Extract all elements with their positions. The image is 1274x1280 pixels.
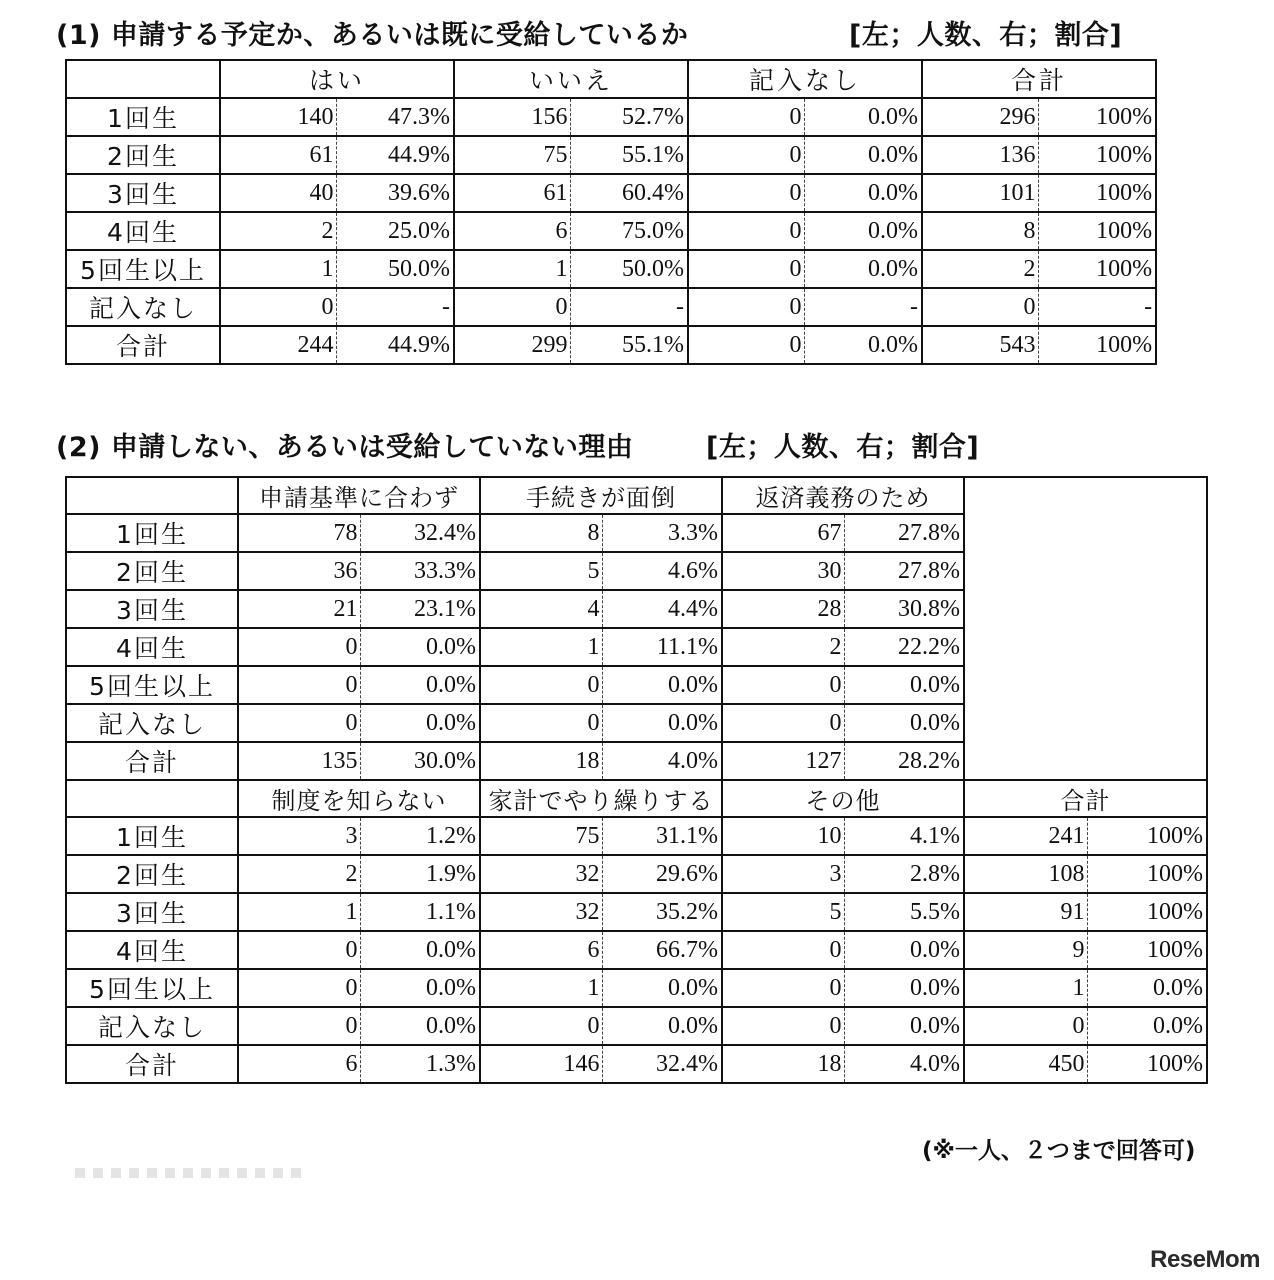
table1-count-cell: 40 — [220, 174, 336, 212]
table2b-row-label: 1回生 — [66, 817, 238, 855]
table1-header-row — [66, 60, 1156, 98]
table1-row-label: 5回生以上 — [66, 250, 220, 288]
table1-count-cell: 140 — [220, 98, 336, 136]
table1-percent-cell: 100% — [1038, 136, 1156, 174]
table1-percent-cell: - — [1038, 288, 1156, 326]
table1-row — [66, 288, 1156, 326]
table2a-percent-cell: 28.2% — [844, 742, 964, 780]
table2b-percent-cell: 100% — [1087, 855, 1207, 893]
table1-count-cell: 0 — [922, 288, 1038, 326]
table1-row-label: 2回生 — [66, 136, 220, 174]
table2b-count-cell: 32 — [480, 855, 602, 893]
table2a-count-cell: 0 — [238, 628, 360, 666]
table2a-blank — [964, 704, 1207, 742]
table2a-row-label: 5回生以上 — [66, 666, 238, 704]
faint-text-artifact — [75, 1168, 305, 1178]
table2b-header: 合計 — [964, 780, 1207, 817]
table2b-percent-cell: 4.1% — [844, 817, 964, 855]
table2b-percent-cell: 0.0% — [1087, 969, 1207, 1007]
table1-count-cell: 0 — [688, 174, 804, 212]
table2b-count-cell: 146 — [480, 1045, 602, 1083]
table2b-percent-cell: 66.7% — [602, 931, 722, 969]
table2b-percent-cell: 35.2% — [602, 893, 722, 931]
table2a-count-cell: 28 — [722, 590, 844, 628]
table2a-percent-cell: 0.0% — [602, 704, 722, 742]
section2-legend: [左；人数、右；割合] — [706, 432, 980, 463]
table2a-count-cell: 127 — [722, 742, 844, 780]
table2a-count-cell: 0 — [480, 666, 602, 704]
table2a-count-cell: 0 — [238, 704, 360, 742]
table2a-row — [66, 666, 1207, 704]
table1-count-cell: 296 — [922, 98, 1038, 136]
table2b-count-cell: 32 — [480, 893, 602, 931]
table2b-row-label: 記入なし — [66, 1007, 238, 1045]
table2a-header-row — [66, 477, 1207, 514]
footnote: (※一人、２つまで回答可) — [922, 1138, 1196, 1164]
table1-row — [66, 212, 1156, 250]
table2a-row — [66, 552, 1207, 590]
table2a-row — [66, 590, 1207, 628]
table1-count-cell: 244 — [220, 326, 336, 364]
table1-row — [66, 98, 1156, 136]
table2a-row-label: 記入なし — [66, 704, 238, 742]
table2b-percent-cell: 0.0% — [844, 1007, 964, 1045]
table1-count-cell: 1 — [220, 250, 336, 288]
table1-percent-cell: 50.0% — [570, 250, 688, 288]
table1-percent-cell: 47.3% — [336, 98, 454, 136]
table1-count-cell: 2 — [220, 212, 336, 250]
table1-percent-cell: 0.0% — [804, 174, 922, 212]
table2a-blank — [964, 590, 1207, 628]
table1-percent-cell: 50.0% — [336, 250, 454, 288]
table1-percent-cell: 100% — [1038, 174, 1156, 212]
table2b-count-cell: 0 — [238, 1007, 360, 1045]
table2b-row — [66, 931, 1207, 969]
table2b-percent-cell: 29.6% — [602, 855, 722, 893]
section2-title-text: (2) 申請しない、あるいは受給していない理由 — [56, 432, 634, 463]
table2a-row — [66, 704, 1207, 742]
table2a-count-cell: 30 — [722, 552, 844, 590]
table2a-count-cell: 0 — [722, 666, 844, 704]
table2a-count-cell: 2 — [722, 628, 844, 666]
section1-title — [56, 20, 1123, 51]
table2b-row-label: 4回生 — [66, 931, 238, 969]
table2b-body — [66, 817, 1207, 1083]
table2a-percent-cell: 0.0% — [602, 666, 722, 704]
table2a-percent-cell: 4.6% — [602, 552, 722, 590]
table2b-percent-cell: 1.1% — [360, 893, 480, 931]
table2b-row-label: 5回生以上 — [66, 969, 238, 1007]
table2b-percent-cell: 0.0% — [844, 969, 964, 1007]
table2a-percent-cell: 0.0% — [360, 628, 480, 666]
table2b-count-cell: 0 — [480, 1007, 602, 1045]
table2b-header-row — [66, 780, 1207, 817]
table2a-percent-cell: 30.8% — [844, 590, 964, 628]
table2b-row — [66, 969, 1207, 1007]
table2a-percent-cell: 30.0% — [360, 742, 480, 780]
table1-row-label: 記入なし — [66, 288, 220, 326]
table1-row — [66, 250, 1156, 288]
table2a-percent-cell: 23.1% — [360, 590, 480, 628]
table2a-row-label: 2回生 — [66, 552, 238, 590]
table2b-percent-cell: 0.0% — [844, 931, 964, 969]
table2b-count-cell: 18 — [722, 1045, 844, 1083]
table2a-count-cell: 4 — [480, 590, 602, 628]
table2b-count-cell: 108 — [964, 855, 1087, 893]
table2a-row-label: 3回生 — [66, 590, 238, 628]
table1-header: 記入なし — [688, 60, 922, 98]
table2b-percent-cell: 1.3% — [360, 1045, 480, 1083]
table2b-count-cell: 1 — [238, 893, 360, 931]
table2b-count-cell: 0 — [238, 969, 360, 1007]
table2b-count-cell: 10 — [722, 817, 844, 855]
table1-percent-cell: 44.9% — [336, 136, 454, 174]
table2a-row-label: 合計 — [66, 742, 238, 780]
table1-row-label: 1回生 — [66, 98, 220, 136]
table1-percent-cell: 55.1% — [570, 136, 688, 174]
table2a-blank — [964, 514, 1207, 552]
table2a-percent-cell: 33.3% — [360, 552, 480, 590]
table2b-percent-cell: 1.9% — [360, 855, 480, 893]
table2a-percent-cell: 4.0% — [602, 742, 722, 780]
table2b-count-cell: 9 — [964, 931, 1087, 969]
table2b-count-cell: 450 — [964, 1045, 1087, 1083]
table2a-row-label: 4回生 — [66, 628, 238, 666]
table2a-percent-cell: 27.8% — [844, 514, 964, 552]
table2a-corner — [66, 477, 238, 514]
table2a-percent-cell: 11.1% — [602, 628, 722, 666]
table2b-count-cell: 1 — [964, 969, 1087, 1007]
table2b-percent-cell: 0.0% — [602, 1007, 722, 1045]
resemom-watermark: ReseMom — [1150, 1246, 1260, 1273]
table1-count-cell: 1 — [454, 250, 570, 288]
table1-percent-cell: 0.0% — [804, 98, 922, 136]
table1-percent-cell: - — [570, 288, 688, 326]
table2b-percent-cell: 2.8% — [844, 855, 964, 893]
table2b-percent-cell: 0.0% — [602, 969, 722, 1007]
table2b-count-cell: 5 — [722, 893, 844, 931]
table1-count-cell: 0 — [688, 250, 804, 288]
table2b-header: その他 — [722, 780, 964, 817]
table1-percent-cell: - — [336, 288, 454, 326]
table1-percent-cell: 100% — [1038, 250, 1156, 288]
table2a-count-cell: 0 — [238, 666, 360, 704]
table1-count-cell: 61 — [454, 174, 570, 212]
table-section2 — [65, 476, 1208, 1084]
table1-header: いいえ — [454, 60, 688, 98]
table1-count-cell: 6 — [454, 212, 570, 250]
table2b-percent-cell: 0.0% — [1087, 1007, 1207, 1045]
table2a-body — [66, 514, 1207, 780]
table2b-count-cell: 6 — [238, 1045, 360, 1083]
table2a-header: 返済義務のため — [722, 477, 964, 514]
table2b-row-label: 2回生 — [66, 855, 238, 893]
table2a-percent-cell: 0.0% — [844, 704, 964, 742]
table1-percent-cell: 75.0% — [570, 212, 688, 250]
table1-percent-cell: 52.7% — [570, 98, 688, 136]
table2b-row — [66, 893, 1207, 931]
table1-count-cell: 156 — [454, 98, 570, 136]
table1-percent-cell: 0.0% — [804, 212, 922, 250]
table2b-count-cell: 0 — [238, 931, 360, 969]
table1-count-cell: 75 — [454, 136, 570, 174]
table1-count-cell: 0 — [688, 98, 804, 136]
table2b-count-cell: 6 — [480, 931, 602, 969]
table2a-row — [66, 514, 1207, 552]
table2a-row — [66, 742, 1207, 780]
table2b-percent-cell: 0.0% — [360, 1007, 480, 1045]
table1-percent-cell: 25.0% — [336, 212, 454, 250]
table2a-percent-cell: 0.0% — [360, 666, 480, 704]
table2a-count-cell: 0 — [722, 704, 844, 742]
table2b-corner — [66, 780, 238, 817]
table1-percent-cell: 0.0% — [804, 326, 922, 364]
table2b-count-cell: 241 — [964, 817, 1087, 855]
table2b-count-cell: 0 — [722, 1007, 844, 1045]
table1-count-cell: 0 — [454, 288, 570, 326]
table1-percent-cell: 55.1% — [570, 326, 688, 364]
table2a-percent-cell: 0.0% — [844, 666, 964, 704]
table2b-row-label: 3回生 — [66, 893, 238, 931]
table-section1 — [65, 59, 1157, 365]
table2b-header: 家計でやり繰りする — [480, 780, 722, 817]
table1-row-label: 4回生 — [66, 212, 220, 250]
table1-row — [66, 174, 1156, 212]
table1-row-label: 3回生 — [66, 174, 220, 212]
table1-percent-cell: 44.9% — [336, 326, 454, 364]
table2a-count-cell: 0 — [480, 704, 602, 742]
table2b-row — [66, 1045, 1207, 1083]
table2b-row-label: 合計 — [66, 1045, 238, 1083]
table2b-percent-cell: 0.0% — [360, 931, 480, 969]
section2-title — [56, 432, 980, 463]
table1-count-cell: 0 — [688, 212, 804, 250]
table2a-percent-cell: 4.4% — [602, 590, 722, 628]
table2a-percent-cell: 22.2% — [844, 628, 964, 666]
table2a-count-cell: 18 — [480, 742, 602, 780]
table2a-header: 申請基準に合わず — [238, 477, 480, 514]
table2a-count-cell: 67 — [722, 514, 844, 552]
table1-count-cell: 543 — [922, 326, 1038, 364]
table1-count-cell: 61 — [220, 136, 336, 174]
table2a-count-cell: 8 — [480, 514, 602, 552]
table2a-blank — [964, 742, 1207, 780]
table2a-percent-cell: 3.3% — [602, 514, 722, 552]
table2a-blank — [964, 477, 1207, 514]
table1-count-cell: 2 — [922, 250, 1038, 288]
table2b-percent-cell: 100% — [1087, 893, 1207, 931]
table1-percent-cell: - — [804, 288, 922, 326]
table2b-row — [66, 817, 1207, 855]
table2b-percent-cell: 100% — [1087, 817, 1207, 855]
table1-percent-cell: 100% — [1038, 98, 1156, 136]
table1-percent-cell: 0.0% — [804, 136, 922, 174]
table2b-percent-cell: 5.5% — [844, 893, 964, 931]
table2b-count-cell: 0 — [722, 931, 844, 969]
table1-count-cell: 8 — [922, 212, 1038, 250]
section1-title-text: (1) 申請する予定か、あるいは既に受給しているか — [56, 20, 689, 51]
table2b-count-cell: 0 — [722, 969, 844, 1007]
table2a-blank — [964, 666, 1207, 704]
table2b-header: 制度を知らない — [238, 780, 480, 817]
table2b-row — [66, 855, 1207, 893]
table2b-percent-cell: 1.2% — [360, 817, 480, 855]
table2a-percent-cell: 27.8% — [844, 552, 964, 590]
table1-row — [66, 326, 1156, 364]
table2b-percent-cell: 32.4% — [602, 1045, 722, 1083]
table1-count-cell: 136 — [922, 136, 1038, 174]
section1-legend: [左；人数、右；割合] — [849, 20, 1123, 51]
table1-row-label: 合計 — [66, 326, 220, 364]
table2b-percent-cell: 100% — [1087, 1045, 1207, 1083]
table2a-count-cell: 1 — [480, 628, 602, 666]
table1-percent-cell: 39.6% — [336, 174, 454, 212]
table1-body — [66, 98, 1156, 364]
table2b-count-cell: 2 — [238, 855, 360, 893]
table1-corner — [66, 60, 220, 98]
table1-count-cell: 101 — [922, 174, 1038, 212]
table1-row — [66, 136, 1156, 174]
table2a-count-cell: 135 — [238, 742, 360, 780]
table2a-row — [66, 628, 1207, 666]
table2a-percent-cell: 32.4% — [360, 514, 480, 552]
table1-percent-cell: 0.0% — [804, 250, 922, 288]
table2b-count-cell: 3 — [238, 817, 360, 855]
table2a-count-cell: 21 — [238, 590, 360, 628]
table2b-count-cell: 0 — [964, 1007, 1087, 1045]
table2b-row — [66, 1007, 1207, 1045]
table2a-blank — [964, 628, 1207, 666]
table1-percent-cell: 100% — [1038, 212, 1156, 250]
table2b-percent-cell: 4.0% — [844, 1045, 964, 1083]
table1-count-cell: 0 — [688, 288, 804, 326]
table2b-percent-cell: 31.1% — [602, 817, 722, 855]
table2a-count-cell: 5 — [480, 552, 602, 590]
table2b-count-cell: 75 — [480, 817, 602, 855]
table2a-count-cell: 78 — [238, 514, 360, 552]
table2a-blank — [964, 552, 1207, 590]
table2a-count-cell: 36 — [238, 552, 360, 590]
table1-percent-cell: 100% — [1038, 326, 1156, 364]
table2b-count-cell: 91 — [964, 893, 1087, 931]
table1-header: 合計 — [922, 60, 1156, 98]
table2b-percent-cell: 100% — [1087, 931, 1207, 969]
table1-count-cell: 0 — [688, 136, 804, 174]
table2a-row-label: 1回生 — [66, 514, 238, 552]
table1-count-cell: 0 — [688, 326, 804, 364]
table2b-count-cell: 3 — [722, 855, 844, 893]
table1-count-cell: 0 — [220, 288, 336, 326]
table2b-percent-cell: 0.0% — [360, 969, 480, 1007]
table2b-count-cell: 1 — [480, 969, 602, 1007]
table1-header: はい — [220, 60, 454, 98]
table1-percent-cell: 60.4% — [570, 174, 688, 212]
table1-count-cell: 299 — [454, 326, 570, 364]
table2a-percent-cell: 0.0% — [360, 704, 480, 742]
table2a-header: 手続きが面倒 — [480, 477, 722, 514]
